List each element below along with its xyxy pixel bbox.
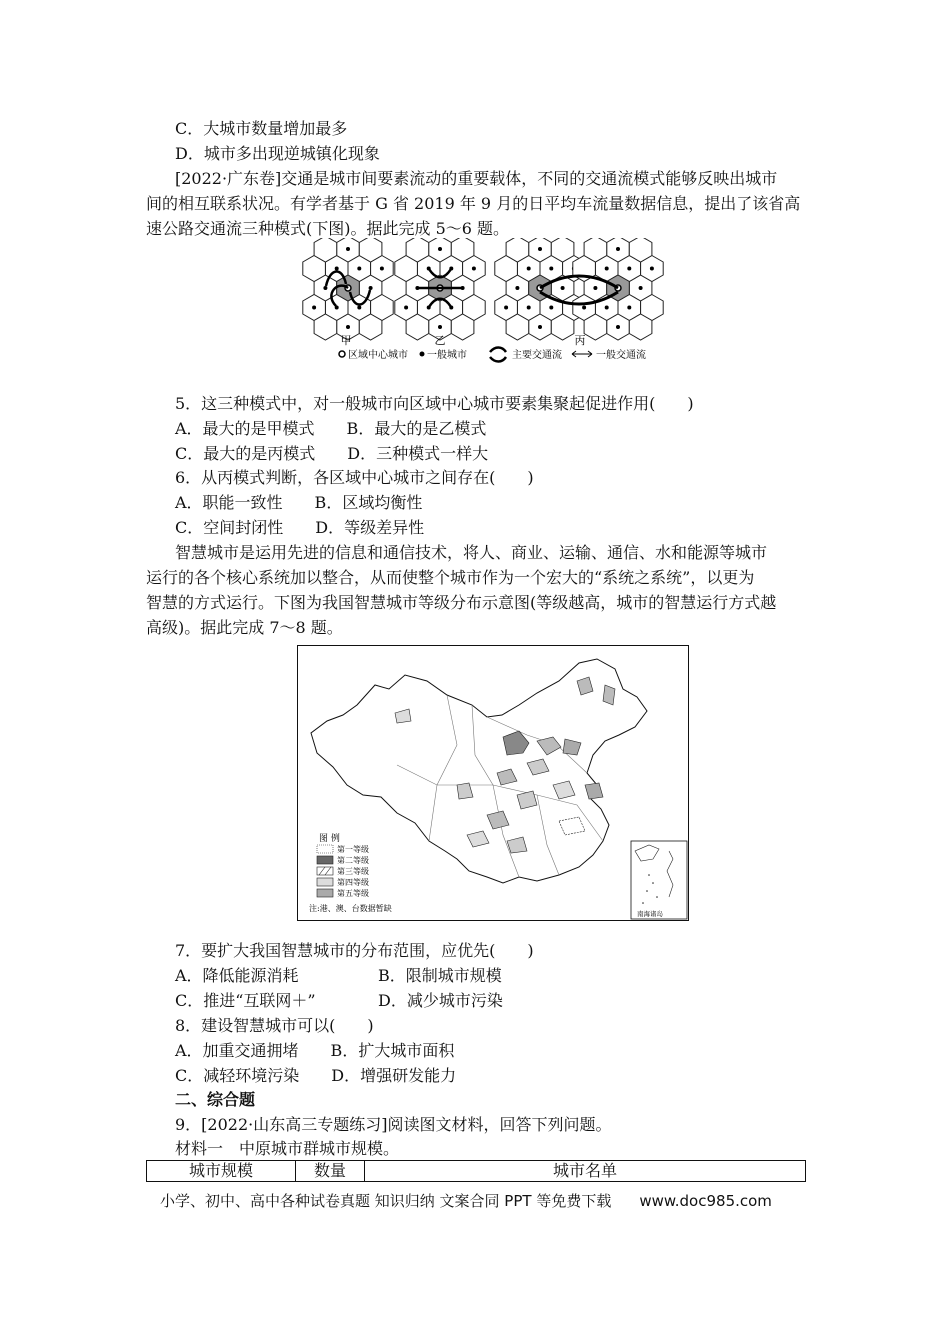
- legend-level4-swatch: [317, 878, 333, 886]
- q6-stem: 6．从丙模式判断，各区域中心城市之间存在( ): [175, 468, 534, 487]
- legend-general-flow-icon: [572, 351, 592, 357]
- q6-options-cd: C．空间封闭性 D．等级差异性: [175, 518, 425, 537]
- section-heading: 二、综合题: [175, 1090, 256, 1109]
- intro2-line2: 运行的各个核心系统加以整合，从而使整个城市作为一个宏大的“系统之系统”，以更为: [146, 568, 755, 587]
- legend-center-city-icon: [339, 351, 345, 357]
- table-header-row: [147, 1161, 806, 1182]
- q8-options-cd: C．减轻环境污染 D．增强研发能力: [175, 1066, 457, 1085]
- legend-level1-swatch: [317, 845, 333, 853]
- legend-level2-swatch: [317, 856, 333, 864]
- legend-center-city: 区域中心城市: [348, 350, 408, 361]
- legend-level3-swatch: [317, 867, 333, 875]
- traffic-flow-figure: [300, 238, 680, 366]
- intro1-line1: [2022·广东卷]交通是城市间要素流动的重要载体，不同的交通流模式能够反映出城市: [175, 169, 778, 188]
- pattern-jia-diagram: [303, 238, 393, 340]
- header-city-scale: 城市规模: [147, 1161, 296, 1182]
- legend-level4: 第四等级: [337, 878, 369, 887]
- footer-text: 小学、初中、高中各种试卷真题 知识归纳 文案合同 PPT 等免费下载: [160, 1192, 612, 1210]
- pattern-yi-diagram: [395, 238, 485, 340]
- legend-level3: 第三等级: [337, 867, 369, 876]
- intro1-line2: 间的相互联系状况。有学者基于 G 省 2019 年 9 月的日平均车流量数据信息，提出了该省高: [146, 194, 801, 213]
- header-city-list: 城市名单: [365, 1161, 806, 1182]
- intro2-line3: 智慧的方式运行。下图为我国智慧城市等级分布示意图(等级越高，城市的智慧运行方式越: [146, 593, 777, 612]
- label-bing: 丙: [574, 334, 586, 347]
- q7-option-c: C．推进“互联网＋”: [175, 991, 316, 1010]
- q7-stem: 7．要扩大我国智慧城市的分布范围，应优先( ): [175, 941, 534, 960]
- q9-stem: 9．[2022·山东高三专题练习]阅读图文材料，回答下列问题。: [175, 1115, 612, 1134]
- legend-main-flow: 主要交通流: [512, 350, 562, 361]
- inset-label: 南海诸岛: [637, 910, 663, 918]
- intro1-line3: 速公路交通流三种模式(下图)。据此完成 5～6 题。: [146, 219, 510, 238]
- q5-options-cd: C．最大的是丙模式 D．三种模式一样大: [175, 444, 489, 463]
- china-smart-city-map: [297, 645, 689, 921]
- footer-site[interactable]: www.doc985.com: [639, 1192, 772, 1210]
- option-d-prev: D．城市多出现逆城镇化现象: [175, 144, 380, 163]
- q9-material: 材料一 中原城市群城市规模。: [175, 1139, 400, 1158]
- city-scale-table: [146, 1160, 806, 1182]
- legend-city: 一般城市: [427, 350, 467, 361]
- map-note: 注:港、澳、台数据暂缺: [309, 904, 392, 913]
- q5-options-ab: A．最大的是甲模式 B．最大的是乙模式: [175, 419, 487, 438]
- label-yi: 乙: [434, 334, 446, 347]
- map-legend-title: 图 例: [319, 834, 340, 844]
- label-jia: 甲: [340, 334, 352, 347]
- footer: [160, 1190, 772, 1211]
- intro2-line1: 智慧城市是运用先进的信息和通信技术，将人、商业、运输、通信、水和能源等城市: [175, 543, 768, 562]
- legend-level5-swatch: [317, 889, 333, 897]
- pattern-bing-right-diagram: [573, 238, 663, 340]
- q6-options-ab: A．职能一致性 B．区域均衡性: [175, 493, 423, 512]
- legend-city-icon: [420, 352, 425, 357]
- q8-options-ab: A．加重交通拥堵 B．扩大城市面积: [175, 1041, 455, 1060]
- legend-level2: 第二等级: [337, 856, 369, 865]
- intro2-line4: 高级)。据此完成 7～8 题。: [146, 618, 343, 637]
- option-c-prev: C．大城市数量增加最多: [175, 119, 348, 138]
- legend-level5: 第五等级: [337, 889, 369, 898]
- q8-stem: 8．建设智慧城市可以( ): [175, 1016, 374, 1035]
- q7-option-a: A．降低能源消耗: [175, 966, 299, 985]
- q5-stem: 5．这三种模式中，对一般城市向区域中心城市要素集聚起促进作用( ): [175, 394, 694, 413]
- q7-option-b: B．限制城市规模: [378, 966, 502, 985]
- legend-general-flow: 一般交通流: [596, 350, 646, 361]
- south-china-sea-inset: [631, 841, 687, 919]
- header-count: 数量: [296, 1161, 365, 1182]
- q7-option-d: D．减少城市污染: [378, 991, 503, 1010]
- pattern-bing-left-diagram: [495, 238, 585, 340]
- legend-main-flow-icon: [490, 348, 506, 362]
- legend-level1: 第一等级: [337, 845, 369, 854]
